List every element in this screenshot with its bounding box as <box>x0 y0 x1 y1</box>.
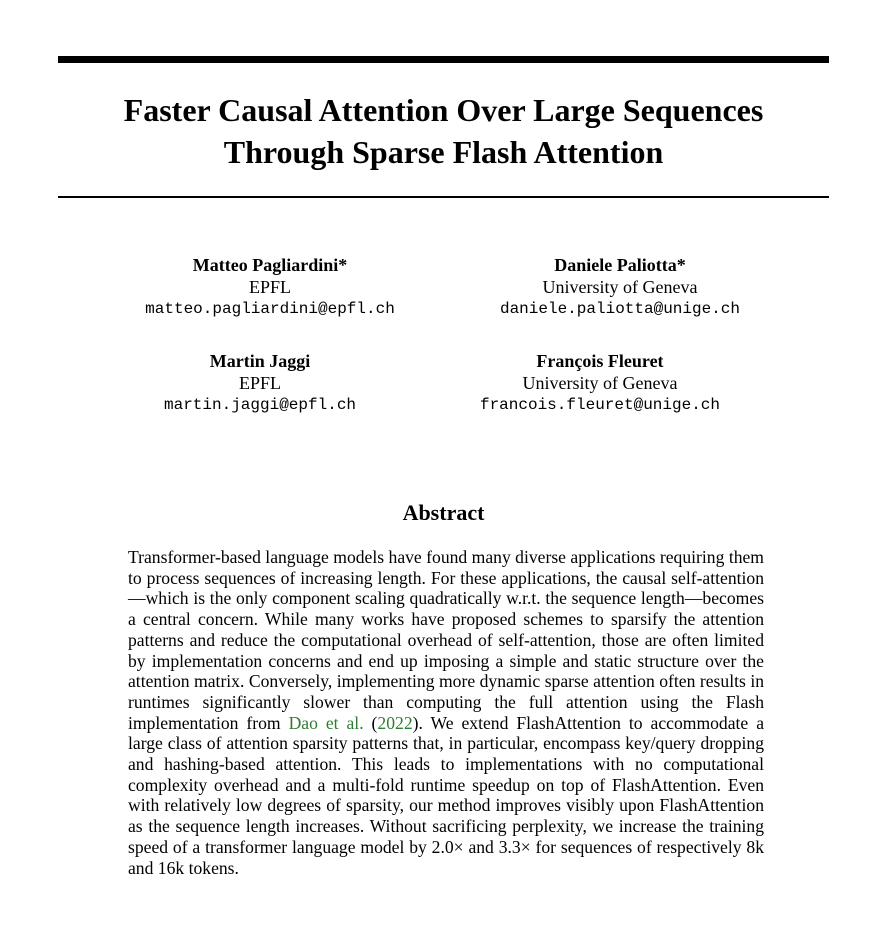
top-rule <box>58 56 829 63</box>
author-affiliation: University of Geneva <box>522 373 678 393</box>
author-email[interactable]: francois.fleuret@unige.ch <box>479 396 721 414</box>
author-name: Martin Jaggi <box>209 351 311 371</box>
author-block <box>430 350 770 416</box>
author-block <box>90 350 430 416</box>
author-email[interactable]: daniele.paliotta@unige.ch <box>499 300 741 318</box>
author-email[interactable]: matteo.pagliardini@epfl.ch <box>145 300 395 318</box>
author-block <box>450 254 790 320</box>
author-affiliation: University of Geneva <box>542 277 698 297</box>
abstract-text-part-1: Transformer-based language models have found many diverse applications requiring them to process sequences of increasing length. For these applications, the causal self-attention—which is the only component scaling quadratically w.r.t. the sequence length—becomes a central concern. While many works have proposed schemes to sparsify the attention patterns and reduce the computational overhead of self-attention, those are often limited by implementation concerns and end up imposing a simple and static structure over the attention matrix. Conversely, implementing more dynamic sparse attention often results in runtimes significantly slower than computing the full attention using the Flash implementation from <box>128 547 764 733</box>
author-email[interactable]: martin.jaggi@epfl.ch <box>163 396 357 414</box>
title-line-1: Faster Causal Attention Over Large Sequences <box>123 92 764 128</box>
author-block <box>100 254 440 320</box>
paper-title <box>58 89 829 173</box>
author-affiliation: EPFL <box>238 373 281 393</box>
author-affiliation: EPFL <box>248 277 291 297</box>
title-rule <box>58 196 829 198</box>
citation-paren-close: ). <box>412 712 423 733</box>
citation-link-authors[interactable]: Dao et al. <box>288 712 364 733</box>
author-name: François Fleuret <box>536 351 664 371</box>
author-name: Matteo Pagliardini* <box>192 255 348 275</box>
citation-link-year[interactable]: 2022 <box>377 712 413 733</box>
title-line-2: Through Sparse Flash Attention <box>223 134 664 170</box>
citation-paren-open: ( <box>363 712 378 733</box>
abstract-text-part-2: We extend FlashAttention to accommodate a large class of attention sparsity patterns that, in particular, encompass key/query dropping and hashing-based attention. This leads to implementations with no computational complexity overhead and a multi-fold runtime speedup on top of FlashAttention. Even with relatively low degrees of sparsity, our method improves visibly upon FlashAttention as the sequence length increases. Without sacrificing perplexity, we increase the training speed of a transformer language model by 2.0× and 3.3× for sequences of respectively 8k and 16k tokens. <box>128 712 765 878</box>
author-name: Daniele Paliotta* <box>554 255 686 275</box>
abstract-body <box>128 547 764 878</box>
abstract-heading: Abstract <box>402 500 485 525</box>
